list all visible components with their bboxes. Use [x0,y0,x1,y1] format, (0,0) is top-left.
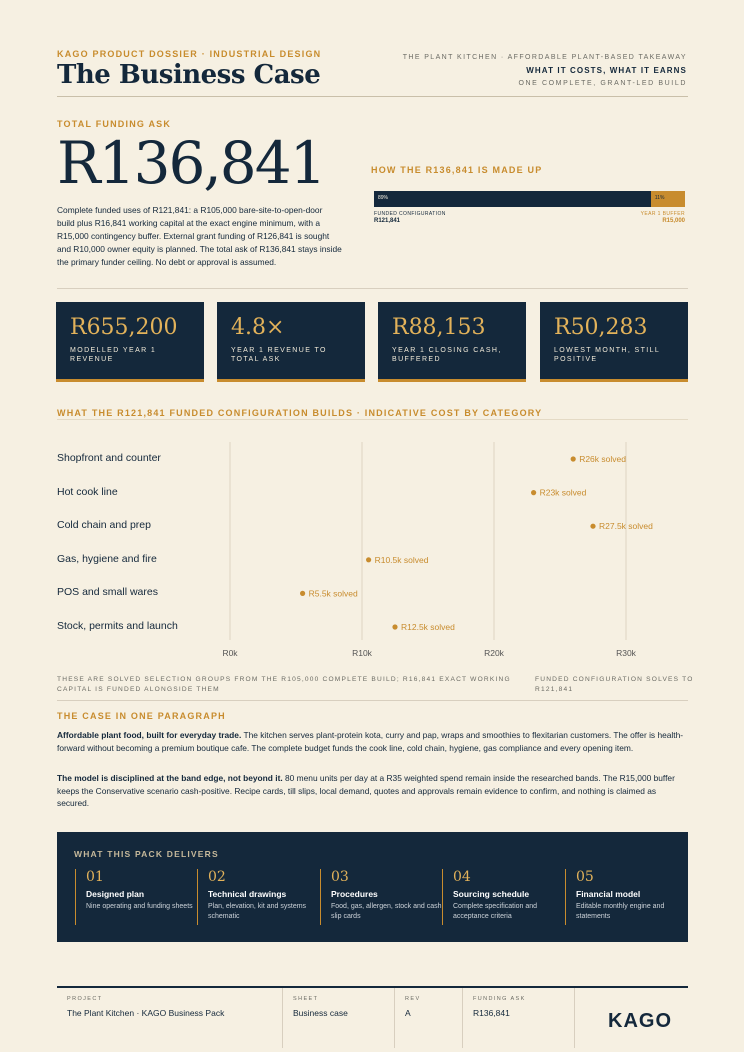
case-p2-lead: The model is disciplined at the band edge, not beyond it. [57,773,283,783]
footer-ask [463,988,575,1048]
funding-divider [57,288,688,289]
deliverable-title: Designed plan [86,889,145,899]
deliverable-item [442,869,564,925]
bar-right-caption: YEAR 1 BUFFER [640,211,685,217]
kpi-card-ratio [217,302,365,382]
data-point [571,456,576,461]
deliverable-number: 01 [86,869,104,885]
kpi-value: R50,283 [554,315,648,340]
deliverable-number: 03 [331,869,349,885]
deliverable-item [320,869,442,925]
data-label: R10.5k solved [374,554,429,565]
deliverable-number: 04 [453,869,471,885]
x-tick-label: R10k [352,648,372,658]
kpi-value: R88,153 [392,315,486,340]
kpi-caption: YEAR 1 REVENUE TO TOTAL ASK [231,347,327,364]
footer-project-label: PROJECT [67,996,103,1002]
kpi-caption: LOWEST MONTH, STILL POSITIVE [554,347,660,364]
kpi-card-revenue [56,302,204,382]
kpi-value: 4.8× [231,315,285,340]
data-label: R27.5k solved [599,521,653,532]
cost-chart-label: WHAT THE R121,841 FUNDED CONFIGURATION BUILDS · INDICATIVE COST BY CATEGORY [57,408,543,418]
kpi-card-closing-cash [378,302,526,382]
bar-right-value: R15,000 [662,218,685,224]
data-point [392,624,397,629]
kpi-caption: MODELLED YEAR 1 REVENUE [70,347,157,364]
deliverable-sub: Complete specification and acceptance criteria [453,903,538,920]
kago-logo: KAGO [608,1010,672,1032]
data-point [300,591,305,596]
kpi-card-lowest-month [540,302,688,382]
header-subtitle-2: WHAT IT COSTS, WHAT IT EARNS [526,66,687,75]
deliverable-title: Sourcing schedule [453,889,530,899]
deliverable-number: 05 [576,869,594,885]
x-tick-label: R0k [222,648,238,658]
footer-ask-value: R136,841 [473,1008,510,1018]
footer-sheet-value: Business case [293,1008,348,1018]
footer-sheet-label: SHEET [293,996,319,1002]
header-right [403,54,687,87]
footer-rev-value: A [405,1008,411,1018]
category-label: Shopfront and counter [57,452,161,464]
deliverable-item [565,869,687,925]
deliverable-number: 02 [208,869,226,885]
deliverable-item [75,869,197,925]
funding-paragraph: Complete funded uses of R121,841: a R105,000 bare-site-to-open-door build plus R16,841 working capital at the exact engine minimum, with a R15,000 contingency buffer. External grant funding of R126,841 is sought and R10,000 owner equity is planned. The total ask of R136,841 stays inside the primary funder ceiling. No debt or approval is assumed. [57,205,342,267]
chart-note-left: THESE ARE SOLVED SELECTION GROUPS FROM THE R105,000 COMPLETE BUILD; R16,841 EXACT WORKING CAPITAL IS FUNDED ALONGSIDE THEM [57,676,511,693]
funding-label: TOTAL FUNDING ASK [57,119,172,129]
chart-note-right: FUNDED CONFIGURATION SOLVES TO R121,841 [535,676,694,693]
category-label: Stock, permits and launch [57,620,178,632]
footer-ask-label: FUNDING ASK [473,996,526,1002]
header-subtitle-1: THE PLANT KITCHEN · AFFORDABLE PLANT-BASED TAKEAWAY [402,54,687,61]
deliverable-item [197,869,319,925]
footer-rev-label: REV [405,996,421,1002]
bar-left-caption: FUNDED CONFIGURATION [374,211,446,217]
made-up-label: HOW THE R136,841 IS MADE UP [371,165,543,175]
doc-kicker: KAGO PRODUCT DOSSIER · INDUSTRIAL DESIGN [57,49,322,59]
data-label: R12.5k solved [401,622,455,632]
header-divider [57,96,688,97]
cost-label-divider [57,419,688,420]
case-paragraph-2 [57,772,689,810]
case-p1-body: The kitchen serves plant-protein kota, curry and pap, wraps and smoothies to flexitarian customers. The offer is health-forward without becoming a premium boutique cafe. The complete budget funds the cook line, cold chain, hygiene, gas compliance and every opening item. [57,730,684,753]
case-label: THE CASE IN ONE PARAGRAPH [57,711,226,721]
data-label: R26k solved [579,454,626,464]
data-label: R5.5k solved [308,588,358,599]
x-tick-label: R30k [616,648,636,658]
footer-project-value: The Plant Kitchen · KAGO Business Pack [67,1008,225,1018]
funding-amount: R136,841 [57,129,325,197]
made-up-bar [374,191,685,207]
data-point [366,557,371,562]
header-subtitle-3: ONE COMPLETE, GRANT-LED BUILD [518,80,687,87]
deliverable-sub: Plan, elevation, kit and systems schematic [208,903,307,920]
case-p2-body: 80 menu units per day at a R35 weighted spend remain inside the researched bands. The R15,000 buffer keeps the Conservative scenario cash-positive. Recipe cards, till slips, local demand, quotes and approvals remain evidence to confirm, and nothing is claimed as secured. [57,773,675,808]
deliverable-sub: Nine operating and funding sheets [86,903,193,910]
data-point [590,524,595,529]
footer-sheet [283,988,395,1048]
deliverable-sub: Food, gas, allergen, stock and cash slip cards [331,903,442,920]
cost-chart [0,430,744,660]
x-tick-label: R20k [484,648,504,658]
footer-rev [395,988,463,1048]
page-title: The Business Case [57,60,321,90]
title-block [57,986,688,1046]
kpi-value: R655,200 [70,315,178,340]
data-label: R23k solved [539,487,587,498]
bar-funded-segment: 89% [374,191,651,207]
kpi-caption: YEAR 1 CLOSING CASH, BUFFERED [392,347,502,364]
bar-left-value: R121,841 [374,218,401,224]
deliverables-label: WHAT THIS PACK DELIVERS [74,849,219,859]
deliverables-panel [57,832,688,942]
data-point [531,490,536,495]
deliverable-sub: Editable monthly engine and statements [576,903,665,920]
deliverable-title: Procedures [331,889,378,899]
category-label: POS and small wares [57,586,158,599]
deliverable-title: Financial model [576,889,641,899]
category-label: Cold chain and prep [57,519,151,532]
chart-divider [57,700,688,701]
case-paragraph-1 [57,729,689,754]
bar-buffer-segment: 11% [651,191,685,207]
category-label: Hot cook line [57,485,118,498]
deliverable-title: Technical drawings [208,889,287,899]
category-label: Gas, hygiene and fire [57,552,157,565]
footer-project [57,988,283,1048]
case-p1-lead: Affordable plant food, built for everyday trade. [57,730,242,740]
